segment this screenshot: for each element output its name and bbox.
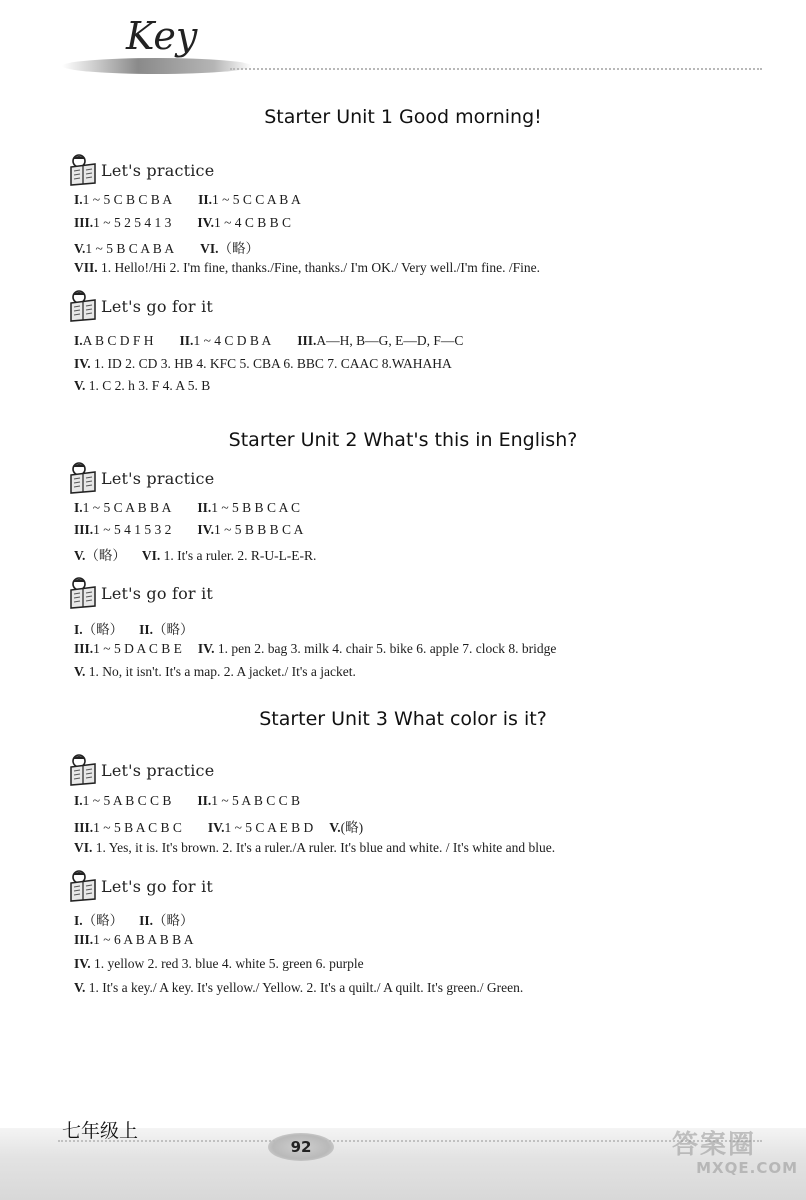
answer-line: I.A B C D F H II.1 ~ 4 C D B A III.A—H, B—G, E—D, F—C xyxy=(74,333,464,348)
answer-line: III.1 ~ 5 4 1 5 3 2 IV.1 ~ 5 B B B C A xyxy=(74,522,304,537)
answer-line: III.1 ~ 5 2 5 4 1 3 IV.1 ~ 4 C B B C xyxy=(74,215,292,230)
unit-2-goforit-header xyxy=(68,575,213,611)
reading-student-icon xyxy=(68,153,98,187)
unit-1-goforit-header xyxy=(68,288,213,324)
page-title: Key xyxy=(126,14,198,58)
section-label: Let's practice xyxy=(101,160,215,180)
answer-line: I.（略） II.（略） xyxy=(74,913,194,928)
answer-line: IV. 1. yellow 2. red 3. blue 4. white 5. green 6. purple xyxy=(74,956,364,971)
answer-line: VI. 1. Yes, it is. It's brown. 2. It's a ruler./A ruler. It's blue and white. / It's white and blue. xyxy=(74,840,556,855)
section-label: Let's go for it xyxy=(101,583,214,603)
section-label: Let's practice xyxy=(101,468,215,488)
site-watermark: 答案圈 MXQE.COM xyxy=(672,1130,798,1177)
answer-line: III.1 ~ 6 A B A B B A xyxy=(74,932,194,947)
unit-3-goforit-header xyxy=(68,868,213,904)
unit-2-title: Starter Unit 2 What's this in English? xyxy=(228,429,578,451)
answer-line: I.1 ~ 5 C A B B A II.1 ~ 5 B B C A C xyxy=(74,500,300,515)
answer-line: III.1 ~ 5 B A C B C IV.1 ~ 5 C A E B D V.(略) xyxy=(74,820,364,835)
section-label: Let's go for it xyxy=(101,876,214,896)
answer-line: V. 1. No, it isn't. It's a map. 2. A jacket./ It's a jacket. xyxy=(74,664,356,679)
answer-line: IV. 1. ID 2. CD 3. HB 4. KFC 5. CBA 6. BBC 7. CAAC 8.WAHAHA xyxy=(74,356,452,371)
reading-student-icon xyxy=(68,753,98,787)
reading-student-icon xyxy=(68,869,98,903)
answer-line: I.1 ~ 5 C B C B A II.1 ~ 5 C C A B A xyxy=(74,192,301,207)
title-divider xyxy=(230,68,762,70)
answer-line: I.1 ~ 5 A B C C B II.1 ~ 5 A B C C B xyxy=(74,793,300,808)
reading-student-icon xyxy=(68,461,98,495)
answer-line: V.1 ~ 5 B C A B A VI.（略） xyxy=(74,241,259,256)
answer-line: VII. 1. Hello!/Hi 2. I'm fine, thanks./Fine, thanks./ I'm OK./ Very well./I'm fine. /Fine. xyxy=(74,260,541,275)
footer-divider xyxy=(58,1140,762,1142)
answer-line: V. 1. C 2. h 3. F 4. A 5. B xyxy=(74,378,211,393)
answer-line: I.（略） II.（略） xyxy=(74,622,194,637)
answer-line: III.1 ~ 5 D A C B E IV. 1. pen 2. bag 3. milk 4. chair 5. bike 6. apple 7. clock 8. bridge xyxy=(74,641,557,656)
unit-3-practice-header xyxy=(68,752,214,788)
unit-2-practice-header xyxy=(68,460,214,496)
section-label: Let's go for it xyxy=(101,296,214,316)
section-label: Let's practice xyxy=(101,760,215,780)
unit-3-title: Starter Unit 3 What color is it? xyxy=(259,708,547,730)
answer-line: V.（略） VI. 1. It's a ruler. 2. R-U-L-E-R. xyxy=(74,548,317,563)
page-number: 92 xyxy=(290,1138,312,1156)
reading-student-icon xyxy=(68,289,98,323)
page-number-badge xyxy=(268,1133,334,1161)
unit-1-title: Starter Unit 1 Good morning! xyxy=(264,106,542,128)
reading-student-icon xyxy=(68,576,98,610)
answer-line: V. 1. It's a key./ A key. It's yellow./ Yellow. 2. It's a quilt./ A quilt. It's green./ Green. xyxy=(74,980,524,995)
grade-label: 七年级上 xyxy=(62,1120,139,1142)
title-swoosh xyxy=(62,58,252,74)
unit-1-practice-header xyxy=(68,152,214,188)
